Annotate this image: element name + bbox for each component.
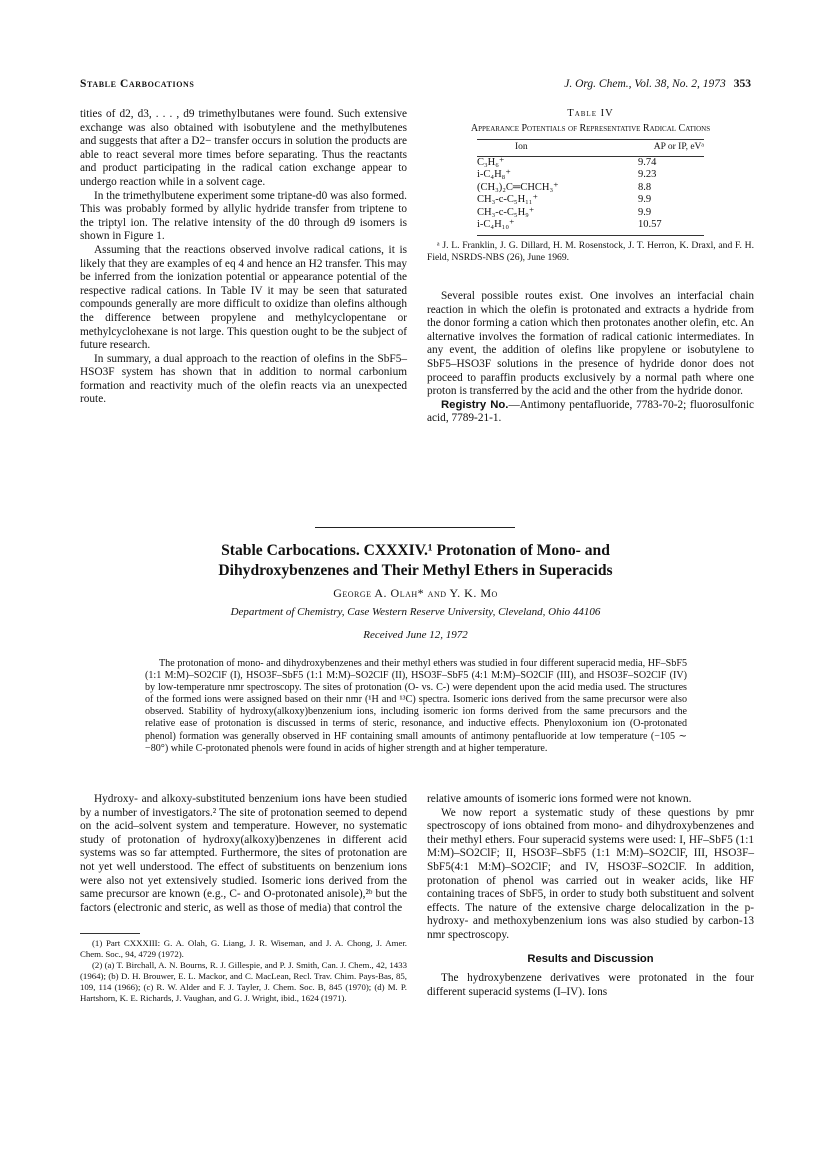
affiliation: Department of Chemistry, Case Western Reserve University, Cleveland, Ohio 44106 xyxy=(230,606,601,618)
paragraph: relative amounts of isomeric ions formed were not known. xyxy=(427,793,692,805)
ion-cell: i-C₄H₈⁺ xyxy=(477,169,511,181)
column-right-top xyxy=(427,290,754,426)
page-number: 353 xyxy=(733,78,751,90)
ion-cell: C₃H₆⁺ xyxy=(477,156,505,168)
ion-cell: CH₃-c-C₅H₉⁺ xyxy=(477,206,535,218)
paragraph: The hydroxybenzene derivatives were protonated in the four different superacid systems (I–IV). Ions xyxy=(427,972,754,998)
value-cell: 9.9 xyxy=(638,206,652,218)
paragraph: Assuming that the reactions observed involve radical cations, it is likely that they are examples of eq 4 and hence an H2 transfer. This may be inferred from the ionization potential or appearance potential of the respective radical cations. In Table IV it may be seen that saturated compounds generally are more difficult to oxidize than olefins although the difference between propylene and methylcyclopentane or methylcyclohexane is not large. This question ought to be the subject of future research. xyxy=(80,243,407,352)
paragraph: Hydroxy- and alkoxy-substituted benzenium ions have been studied by a number of investigators.² The site of protonation seemed to depend on the acid–solvent system and temperature. However, no systematic study of protonation of hydroxy(alkoxy)benzenes in different acid systems was so far attempted. Furthermore, the sites of protonation are not yet well understood. The effect of substituents on benzenium ions were also not yet extensively studied. Isomeric ions derived from the same precursor are known (e.g., C- and O-protonated anisole),²ᵇ but the factors (electronic and steric, as well as those of media) that control the xyxy=(80,793,407,914)
ion-cell: (CH₃)₂C═CHCH₃⁺ xyxy=(477,181,559,193)
registry-text: —Antimony pentafluoride, 7783-70-2; fluorosulfonic acid, 7789-21-1. xyxy=(427,398,754,425)
table-header-row xyxy=(427,140,754,153)
table-row xyxy=(477,207,704,220)
table-row xyxy=(477,182,704,195)
abstract: The protonation of mono- and dihydroxybenzenes and their methyl ethers was studied in four different superacid media, HF–SbF5 (1:1 M:M)–SO2ClF (I), HSO3F–SbF5 (1:1 M:M)–SO2ClF (II), HSO3F–SbF5 (4:1 M:M)–SO2ClF (III), and HSO3F–SO2ClF (IV) by low-temperature nmr spectroscopy. The sites of protonation (O- vs. C-) were dependent upon the acid media used. The structures of the formed ions were assigned based on their nmr (¹H and ¹³C) spectra. Isomeric ions derived from the same precursor were also observed. Stability of hydroxy(alkoxy)benzenium ions, including isomeric ion forms derived from the same precursors and the relative ease of protonation is discussed in terms of steric, resonance, and inductive effects. Phenyloxonium ion (O-protonated phenol) formation was generally observed in HF containing small amounts of antimony pentafluoride at low temperature (−105 ∼ −80°) while C-protonated phenols were found in acids of higher strength and at higher temperature. xyxy=(145,658,687,754)
section-heading: Results and Discussion xyxy=(527,952,654,965)
column-header-ion: Ion xyxy=(515,141,528,152)
received-date: Received June 12, 1972 xyxy=(363,629,468,641)
running-title: Stable Carbocations xyxy=(80,78,195,90)
footnote-rule xyxy=(80,933,140,934)
paragraph: In the trimethylbutene experiment some triptane-d0 was also formed. This was probably formed by allylic hydride transfer from triptene to the triptyl ion. The relative intensity of the d0 through d9 isomers is shown in Figure 1. xyxy=(80,189,407,243)
table-row xyxy=(477,219,704,232)
table-row xyxy=(477,194,704,207)
table-body xyxy=(427,157,754,233)
authors: George A. Olah* and Y. K. Mo xyxy=(333,586,498,600)
table-iv xyxy=(427,108,754,264)
article-title xyxy=(80,541,751,581)
paragraph: In summary, a dual approach to the reaction of olefins in the SbF5–HSO3F system has shown that in addition to normal carbonium formation and reactivity much of the olefin reacts via an unexpected route. xyxy=(80,352,407,406)
value-cell: 8.8 xyxy=(638,181,652,193)
article-divider xyxy=(315,527,515,528)
journal-citation xyxy=(564,78,751,90)
page-header xyxy=(80,78,751,94)
footnote: (2) (a) T. Birchall, A. N. Bourns, R. J. Gillespie, and P. J. Smith, Can. J. Chem., 42, 1433 (1964); (b) D. H. Brouwer, E. L. Mackor, and C. MacLean, Recl. Trav. Chim. Pays-Bas, 85, 109, 114 (1966); (c) R. W. Alder and F. J. Tayler, J. Chem. Soc. B, 845 (1970); (d) M. P. Hartshorn, K. E. Richards, J. Vaughan, and G. J. Wright, ibid., 1624 (1971). xyxy=(80,960,407,1004)
journal-name: J. Org. Chem., Vol. 38, No. 2, 1973 xyxy=(564,78,726,90)
table-row xyxy=(477,169,704,182)
registry-numbers xyxy=(427,399,754,426)
ion-cell: CH₃-c-C₅H₁₁⁺ xyxy=(477,194,539,206)
registry-label: Registry No. xyxy=(441,398,509,411)
table-footnote: ᵃ J. L. Franklin, J. G. Dillard, H. M. Rosenstock, J. T. Herron, K. Draxl, and F. H. Field, NSRDS-NBS (26), June 1969. xyxy=(427,240,754,263)
paragraph: tities of d2, d3, . . . , d9 trimethylbutanes were found. Such extensive exchange was also obtained with isobutylene and the methylbutenes and suggests that after a D2− transfer occurs in solution the products are able to react several more times before separating. Thus the reactants and product participating in the radical cation exchange appear to undergo reaction while in a solvent cage. xyxy=(80,108,407,188)
value-cell: 9.9 xyxy=(638,194,652,206)
title-line: Stable Carbocations. CXXXIV.¹ Protonation of Mono- and xyxy=(221,542,610,559)
table-row xyxy=(477,157,704,170)
value-cell: 9.23 xyxy=(638,169,657,181)
value-cell: 9.74 xyxy=(638,156,657,168)
column-header-ap: AP or IP, eVᵃ xyxy=(653,141,704,152)
column-left-top xyxy=(80,108,407,407)
ion-cell: i-C₄H₁₀⁺ xyxy=(477,219,515,231)
paragraph: We now report a systematic study of these questions by pmr spectroscopy of ions obtained from mono- and dihydroxybenzenes and their methyl ethers. Four superacid systems were used: I, HF–SbF5 (1:1 M:M)–SO2ClF; II, HSO3F–SbF5 (1:1 M:M)–SO2ClF, III, HSO3F–SbF5(4:1 M:M)–SO2ClF; and IV, HSO3F–SO2ClF. In addition, protonation of phenol was carried out in weaker acids, like HF containing traces of SbF5, in order to study both substituent and solvent effects. The nature of the extensive charge delocalization in the p-hydroxy- and methoxybenzenium ions was also studied by carbon-13 nmr spectroscopy. xyxy=(427,806,754,941)
footnotes xyxy=(80,938,407,1004)
table-title: Appearance Potentials of Representative Radical Cations xyxy=(470,123,711,134)
paragraph: Several possible routes exist. One involves an interfacial chain reaction in which the olefin is protonated and extracts a hydride from the donor forming a cation which then protonates another olefin, etc. An alternative involves the formation of radical cationic intermediates. In any event, the addition of olefins like propylene or isobutylene to SbF5–HSO3F solutions in the presence of hydride donor does not proceed to paraffin products exclusively by a normal path where one proton is transferred by the acid and the other from the hydride donor. xyxy=(427,290,754,398)
footnote: (1) Part CXXXIII: G. A. Olah, G. Liang, J. R. Wiseman, and J. A. Chong, J. Amer. Chem. Soc., 94, 4729 (1972). xyxy=(80,938,407,960)
column-right-bottom xyxy=(427,793,754,999)
column-left-bottom xyxy=(80,793,407,1004)
table-label: Table IV xyxy=(567,108,614,119)
value-cell: 10.57 xyxy=(638,219,662,231)
title-line: Dihydroxybenzenes and Their Methyl Ethers in Superacids xyxy=(218,562,613,579)
table-rule xyxy=(477,235,704,236)
